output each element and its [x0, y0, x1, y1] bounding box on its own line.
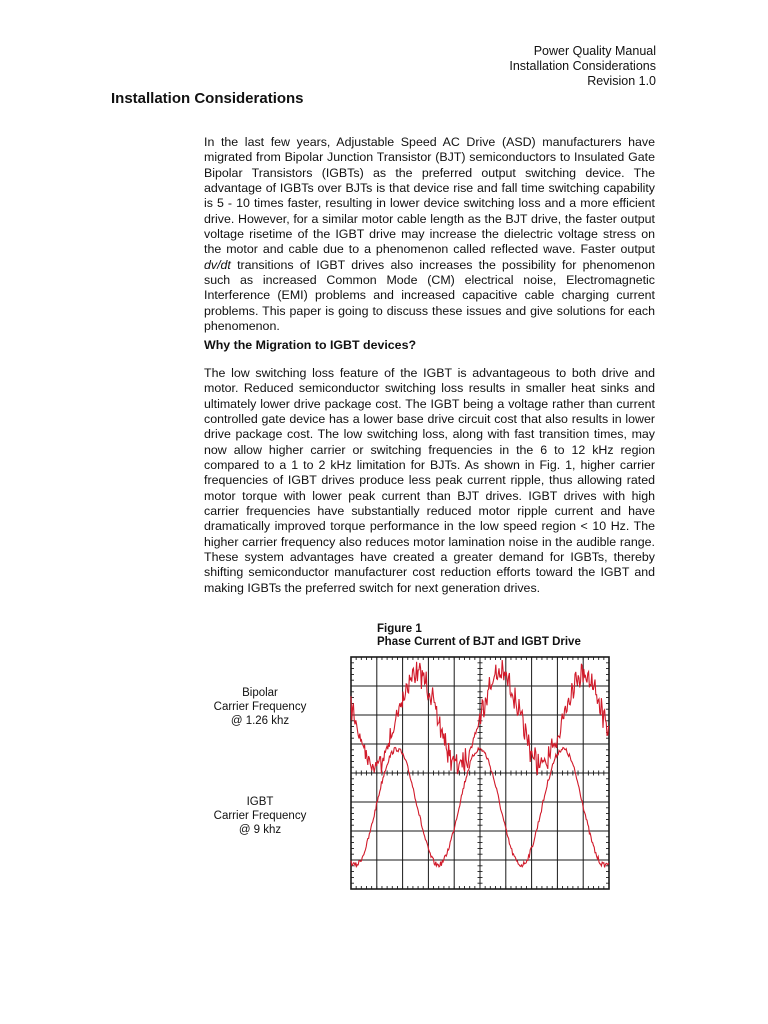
intro-paragraph: [204, 135, 655, 334]
document-title: Installation Considerations: [111, 90, 304, 107]
bipolar-label-carrier: Carrier Frequency: [213, 701, 307, 713]
bipolar-label-name: Bipolar: [242, 687, 278, 699]
intro-dvdt-term: dv/dt: [204, 257, 231, 272]
bipolar-label-frequency: @ 1.26 khz: [230, 715, 290, 727]
header-manual-title: Power Quality Manual: [533, 44, 656, 58]
migration-paragraph: The low switching loss feature of the IGBT is advantageous to both drive and motor. Reduced semiconductor switching loss results in smaller heat sinks and ultimately lower drive package cost. The IGBT being a voltage rather than current controlled gate device has a lower base drive circuit cost that also results in lower drive package cost. The low switching loss, along with fast transition times, may now allow higher carrier or switching frequencies in the 6 to 12 kHz region compared to a 1 to 2 kHz limitation for BJTs. As shown in Fig. 1, higher carrier frequencies of IGBT drives produce less peak current ripple, thus allowing rated motor torque with lower peak current than BJT drives. IGBT drives with high carrier frequencies have substantially reduced motor ripple current and have dramatically improved torque performance in the low speed region < 10 Hz. The higher carrier frequency also reduces motor lamination noise in the audible range. These system advantages have created a greater demand for IGBTs, thereby shifting semiconductor manufacturer cost reduction efforts toward the IGBT and making IGBTs the preferred switch for next generation drives.: [204, 366, 655, 595]
igbt-label-carrier: Carrier Frequency: [213, 810, 307, 822]
igbt-label-frequency: @ 9 khz: [238, 824, 282, 836]
igbt-label-name: IGBT: [246, 796, 274, 808]
document-header: [509, 44, 656, 89]
header-revision: Revision 1.0: [587, 74, 656, 88]
oscilloscope-figure: [350, 656, 610, 890]
header-section-title: Installation Considerations: [509, 59, 656, 73]
intro-text-b: transitions of IGBT drives also increases the possibility for phenomenon such as increased Common Mode (CM) electrical noise, Electromagnetic Interference (EMI) problems and increased capacitive cable charging current problems. This paper is going to discuss these issues and give solutions for each phenomenon.: [204, 257, 655, 334]
igbt-trace-label: [200, 795, 320, 837]
figure-number: Figure 1: [377, 623, 422, 635]
bipolar-trace-label: [200, 686, 320, 728]
figure-title: Phase Current of BJT and IGBT Drive: [377, 636, 581, 648]
section-heading: Why the Migration to IGBT devices?: [204, 338, 417, 352]
intro-text-a: In the last few years, Adjustable Speed AC Drive (ASD) manufacturers have migrated from Bipolar Junction Transistor (BJT) semiconductors to Insulated Gate Bipolar Transistors (IGBTs) as the preferred output switching device. The advantage of IGBTs over BJTs is that device rise and fall time switching capability is 5 - 10 times faster, resulting in lower device switching loss and a more efficient drive. However, for a similar motor cable length as the BJT drive, the faster output voltage risetime of the IGBT drive may increase the dielectric voltage stress on the motor and cable due to a phenomenon called reflected wave. Faster output: [204, 135, 655, 257]
figure-caption: [377, 623, 581, 649]
